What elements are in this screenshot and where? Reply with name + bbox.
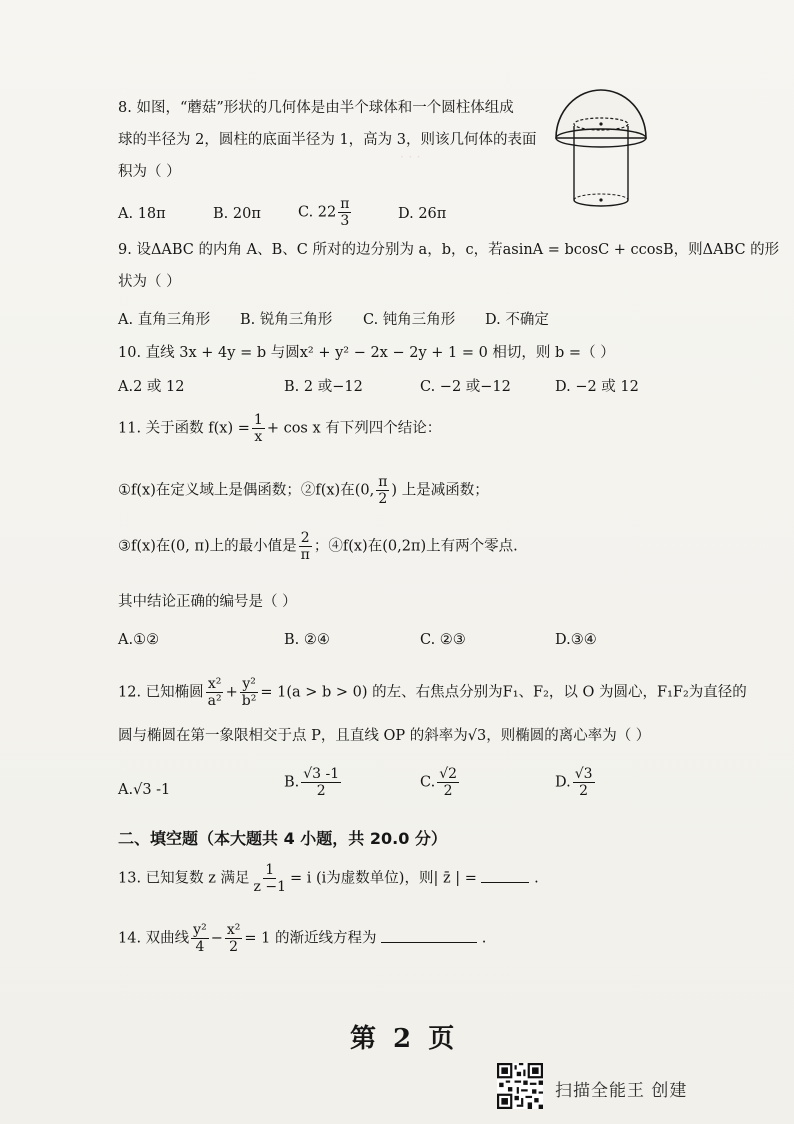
bleed-through-mark: · · ·	[400, 150, 421, 165]
section-heading-fill-in: 二、填空题（本大题共 4 小题，共 20.0 分）	[118, 829, 447, 848]
q12-option-c-den: 2	[443, 783, 453, 799]
q8-option-c-num: π	[340, 196, 350, 212]
q8-option-a: A. 18π	[118, 206, 166, 222]
q12-plus: +	[225, 684, 238, 701]
q12-option-b-label: B.	[284, 774, 300, 791]
q11-s1a: ①f(x)在定义域上是偶函数；②f(x)在(0,	[118, 482, 375, 499]
q11-prefix: 11. 关于函数 f(x) =	[118, 420, 250, 437]
q14-end: .	[481, 930, 487, 947]
q12-f1-den: a²	[207, 693, 222, 709]
q9-option-d: D. 不确定	[485, 312, 549, 328]
q12-f2-den: b²	[241, 693, 257, 709]
q14-suffix: = 1 的渐近线方程为	[244, 930, 377, 947]
mushroom-figure	[548, 72, 654, 222]
q13-suffix: = i (i为虚数单位)，则| z̄ | =	[290, 870, 477, 887]
q12-option-d-label: D.	[555, 774, 571, 791]
q8-line2: 球的半径为 2，圆柱的底面半径为 1，高为 3，则该几何体的表面	[118, 132, 537, 148]
q14-minus: −	[210, 930, 223, 947]
q13-frac-den: z −1	[253, 879, 286, 895]
q11-s1-den: 2	[378, 491, 388, 507]
q14-f1-num: y²	[193, 922, 207, 938]
q12-option-b-num: √3 -1	[303, 766, 340, 782]
q11-question: 其中结论正确的编号是（ ）	[118, 594, 297, 610]
q11-s2-num: 2	[300, 530, 310, 546]
q10-line1: 10. 直线 3x + 4y = b 与圆x² + y² − 2x − 2y + 1 = 0 相切，则 b =（ ）	[118, 345, 615, 361]
q13-frac-num: 1	[265, 862, 275, 878]
q11-stem	[118, 412, 441, 445]
q14-prefix: 14. 双曲线	[118, 930, 190, 947]
q12-line2: 圆与椭圆在第一象限相交于点 P，且直线 OP 的斜率为√3，则椭圆的离心率为（ ）	[118, 728, 651, 744]
q11-option-a: A.①②	[118, 632, 160, 648]
q12-option-c	[420, 766, 461, 799]
q12-option-d	[555, 766, 597, 799]
q10-option-a: A.2 或 12	[118, 379, 185, 395]
q12-suffix: = 1(a > b > 0) 的左、右焦点分别为F₁、F₂，以 O 为圆心，F₁F₂为直径的	[260, 684, 747, 701]
q9-line2: 状为（ ）	[118, 274, 181, 290]
q12-option-d-den: 2	[579, 783, 589, 799]
q10-option-d: D. −2 或 12	[555, 379, 639, 395]
q13-answer-blank[interactable]	[481, 868, 529, 883]
q11-s2a: ③f(x)在(0, π)上的最小值是	[118, 538, 297, 555]
q14-f2-num: x²	[226, 922, 241, 938]
q14-f2-den: 2	[229, 939, 239, 955]
q12-option-b	[284, 766, 343, 799]
q9-option-c: C. 钝角三角形	[363, 312, 456, 328]
q10-option-b: B. 2 或−12	[284, 379, 363, 395]
q11-statements-3-4	[118, 530, 518, 563]
q14-stem	[118, 922, 486, 955]
qr-code-icon	[497, 1063, 543, 1109]
q12-prefix: 12. 已知椭圆	[118, 684, 204, 701]
q8-option-c	[298, 196, 353, 229]
q12-option-c-num: √2	[439, 766, 458, 782]
q11-option-d: D.③④	[555, 632, 597, 648]
q14-f1-den: 4	[195, 939, 205, 955]
q11-frac-num: 1	[253, 412, 263, 428]
q11-frac-den: x	[254, 429, 263, 445]
q11-s1-num: π	[378, 474, 388, 490]
q12-option-b-den: 2	[316, 783, 326, 799]
q11-option-b: B. ②④	[284, 632, 330, 648]
q11-option-c: C. ②③	[420, 632, 466, 648]
q11-suffix: + cos x 有下列四个结论：	[266, 420, 442, 437]
q11-s2-den: π	[300, 547, 310, 563]
q10-option-c: C. −2 或−12	[420, 379, 511, 395]
q11-s2b: ；④f(x)在(0,2π)上有两个零点.	[313, 538, 518, 555]
q14-answer-blank[interactable]	[381, 928, 477, 943]
q8-option-b: B. 20π	[213, 206, 261, 222]
q13-end: .	[534, 870, 539, 887]
q12-option-a: A.√3 -1	[118, 782, 171, 798]
q12-stem	[118, 676, 747, 709]
q8-option-d: D. 26π	[398, 206, 447, 222]
q9-line1: 9. 设ΔABC 的内角 A、B、C 所对的边分别为 a，b，c，若asinA = bcosC + ccosB，则ΔABC 的形	[118, 242, 780, 258]
q11-s1b: ) 上是减函数；	[391, 482, 489, 499]
page-number-handwritten: 第 2 页	[350, 1024, 459, 1054]
q13-stem	[118, 862, 539, 895]
q12-option-c-label: C.	[420, 774, 436, 791]
q12-option-d-num: √3	[574, 766, 593, 782]
q9-option-b: B. 锐角三角形	[240, 312, 333, 328]
scanner-brand-label: 扫描全能王 创建	[555, 1081, 688, 1101]
q12-f2-num: y²	[242, 676, 256, 692]
q13-prefix: 13. 已知复数 z 满足	[118, 870, 250, 887]
q8-option-c-den: 3	[340, 213, 350, 229]
q8-option-c-prefix: C. 22	[298, 204, 337, 221]
q12-f1-num: x²	[207, 676, 222, 692]
q9-option-a: A. 直角三角形	[118, 312, 211, 328]
q8-line1: 8. 如图，“蘑菇”形状的几何体是由半个球体和一个圆柱体组成	[118, 100, 514, 116]
q11-statements-1-2	[118, 474, 489, 507]
q8-line3: 积为（ ）	[118, 164, 181, 180]
